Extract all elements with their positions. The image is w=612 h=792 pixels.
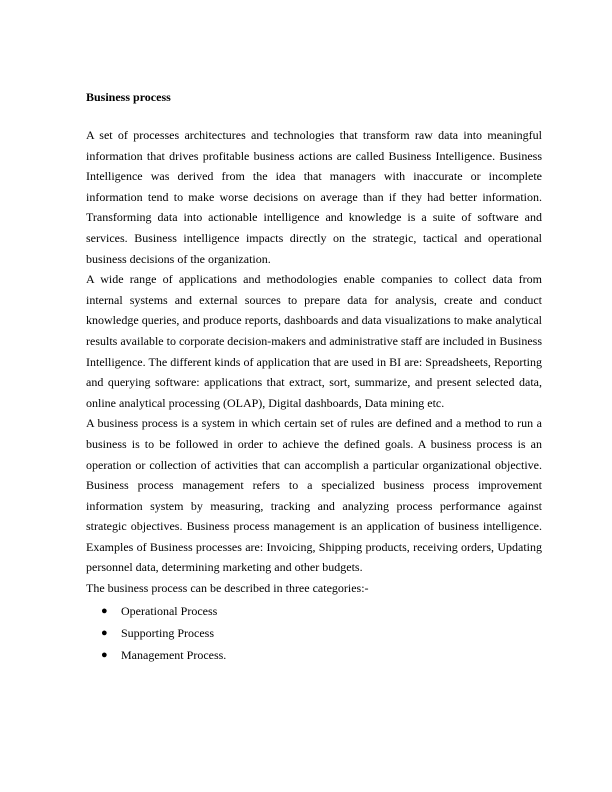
bullet-icon: ● [101, 626, 108, 639]
document-page [86, 90, 542, 666]
list-item [86, 622, 542, 644]
list-item [86, 600, 542, 622]
paragraph-bi-applications: A wide range of applications and methodologies enable companies to collect data from internal systems and external sources to prepare data for analysis, create and conduct knowledge queries, and produce reports, dashboards and data visualizations to make analytical results available to corporate decision-makers and administrative staff are included in Business Intelligence. The different kinds of application that are used in BI are: Spreadsheets, Reporting and querying software: applications that extract, sort, summarize, and present selected data, online analytical processing (OLAP), Digital dashboards, Data mining etc. [86, 272, 542, 410]
bullet-icon: ● [101, 604, 108, 617]
paragraph-business-intelligence: A set of processes architectures and technologies that transform raw data into meaningful information that drives profitable business actions are called Business Intelligence. Business Intelligence was derived from the idea that managers with inaccurate or incomplete information tend to make worse decisions on average than if they had better information. Transforming data into actionable intelligence and knowledge is a suite of software and services. Business intelligence impacts directly on the strategic, tactical and operational business decisions of the organization. [86, 128, 542, 266]
body-text [86, 125, 542, 666]
bullet-icon: ● [101, 648, 108, 661]
paragraph-categories-intro: The business process can be described in three categories:- [86, 581, 369, 596]
section-heading: Business process [86, 90, 171, 104]
list-item-label: Supporting Process [121, 625, 214, 640]
category-list [86, 600, 542, 666]
list-item-label: Operational Process [121, 603, 218, 618]
paragraph-business-process: A business process is a system in which certain set of rules are defined and a method to run a business is to be followed in order to achieve the defined goals. A business process is an operation or collection of activities that can accomplish a particular organizational objective. Business process management refers to a specialized business process improvement information system by measuring, tracking and analyzing process performance against strategic objectives. Business process management is an application of business intelligence. Examples of Business processes are: Invoicing, Shipping products, receiving orders, Updating personnel data, determining marketing and other budgets. [86, 416, 542, 575]
list-item-label: Management Process. [121, 647, 227, 662]
list-item [86, 644, 542, 666]
